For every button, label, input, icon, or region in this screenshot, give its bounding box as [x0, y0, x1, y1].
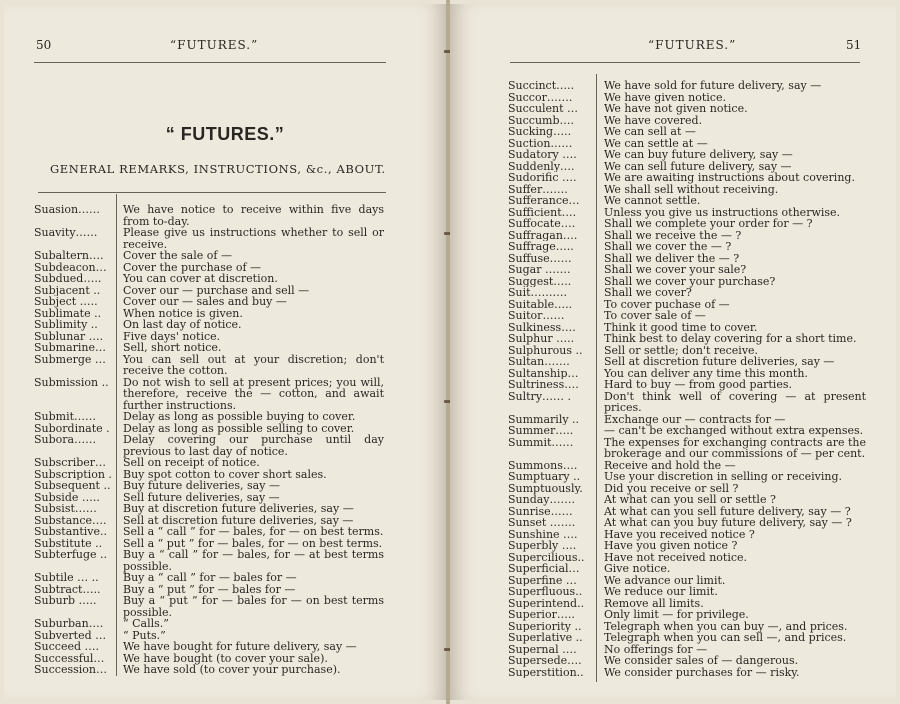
code-meaning: We cannot settle. [604, 194, 701, 207]
code-meaning: We consider sales of — dangerous. [604, 654, 799, 667]
code-meaning: Have not received notice. [604, 550, 748, 564]
code-word: Subverted … [34, 629, 107, 641]
code-word: Sucking….. [508, 126, 572, 138]
code-word: Suction…… [508, 137, 573, 149]
code-meaning: Shall we cover your sale? [604, 263, 747, 276]
code-word: Succeed …. [34, 641, 99, 653]
code-word: Suffocate…. [508, 218, 576, 230]
code-word: Sunday……. [508, 494, 576, 506]
code-word: Submit…… [34, 411, 97, 423]
page-title: “ FUTURES.” [165, 124, 285, 144]
code-word: Suggest….. [508, 275, 572, 287]
left-page [4, 4, 446, 700]
code-meaning: Buy a “ put ” for — bales for — on best terms possible. [123, 594, 384, 619]
code-entry [508, 149, 866, 161]
code-meaning: We reduce our limit. [604, 585, 718, 598]
code-meaning: Shall we cover your purchase? [604, 274, 776, 288]
code-word: Substance…. [34, 514, 107, 526]
code-entry [508, 379, 866, 391]
code-word: Subora…… [34, 434, 97, 446]
code-word: Subscription . [34, 468, 112, 480]
code-meaning: Buy spot cotton to cover short sales. [123, 467, 327, 481]
code-word: Supernal …. [508, 643, 577, 655]
code-entry [508, 310, 866, 322]
code-entry [34, 354, 384, 377]
code-word: Suffrage….. [508, 241, 574, 253]
code-meaning: Please give us instructions whether to sell or receive. [123, 226, 384, 251]
code-entry [508, 333, 866, 345]
code-word: Sumptuary .. [508, 471, 581, 483]
code-word: Subaltern…. [34, 250, 104, 262]
code-meaning: Buy future deliveries, say — [123, 479, 280, 492]
code-meaning: “ Calls.” [123, 617, 169, 630]
code-meaning: We shall sell without receiving. [604, 182, 779, 196]
code-meaning: Exchange our — contracts for — [604, 412, 786, 426]
code-word: Suddenly…. [508, 160, 575, 172]
code-entry [508, 241, 866, 253]
code-word: Suburb ….. [34, 595, 97, 607]
code-entry [34, 480, 384, 492]
code-word: Succumb…. [508, 114, 574, 126]
code-meaning: Did you receive or sell ? [604, 481, 739, 495]
code-meaning: Remove all limits. [604, 596, 704, 610]
code-meaning: Think it good time to cover. [604, 320, 758, 334]
code-meaning: Give notice. [604, 562, 671, 575]
code-meaning: Unless you give us instructions otherwise. [604, 205, 841, 219]
code-meaning: Five days' notice. [123, 329, 221, 343]
code-word: Subdued….. [34, 273, 102, 285]
code-entry [508, 103, 866, 115]
code-entry [508, 540, 866, 552]
code-word: Sugar ……. [508, 264, 571, 276]
code-word: Sunset ……. [508, 517, 576, 529]
code-entry [508, 586, 866, 598]
code-word: Suitor…… [508, 310, 565, 322]
code-word: Succulent … [508, 103, 579, 115]
code-meaning: Buy a “ call ” for — bales, for — at best terms possible. [123, 548, 384, 573]
code-meaning: We can settle at — [604, 136, 708, 150]
code-entry [34, 503, 384, 515]
code-meaning: We have sold (to cover your purchase). [123, 663, 341, 676]
code-word: Superfine … [508, 574, 577, 586]
code-word: Subside ….. [34, 491, 100, 503]
code-entry [508, 425, 866, 437]
code-word: Sublimate .. [34, 307, 102, 319]
code-meaning: At what can you sell or settle ? [604, 493, 776, 506]
code-word: Suburban…. [34, 618, 104, 630]
code-meaning: Sell at discretion future deliveries, say — [123, 513, 354, 527]
code-word: Superiority .. [508, 620, 582, 632]
code-meaning: Cover our — sales and buy — [123, 295, 287, 308]
code-entry [34, 618, 384, 630]
code-entry [508, 80, 866, 92]
code-meaning: We have bought for future delivery, say — [123, 640, 357, 653]
code-word: Suffuse…… [508, 252, 572, 264]
code-entry [508, 632, 866, 644]
code-meaning: We have given notice. [604, 90, 726, 104]
running-head-left: “FUTURES.” [170, 38, 259, 52]
code-entry [34, 457, 384, 469]
code-word: Sultanship… [508, 367, 579, 379]
code-meaning: Sell, short notice. [123, 341, 222, 354]
code-entry [508, 218, 866, 230]
code-meaning: Telegraph when you can buy —, and prices. [604, 619, 848, 633]
code-word: Succinct….. [508, 80, 575, 92]
code-entry [508, 655, 866, 667]
code-word: Submission .. [34, 376, 109, 389]
code-word: Suavity…… [34, 227, 98, 239]
code-word: Sudorific …. [508, 172, 577, 184]
code-word: Superintend.. [508, 597, 585, 609]
code-meaning: Sell or settle; don't receive. [604, 343, 759, 357]
code-meaning: At what can you sell future delivery, say — ? [604, 504, 851, 518]
code-meaning: Have you received notice ? [604, 527, 755, 541]
code-meaning: — can't be exchanged without extra expenses. [604, 424, 864, 437]
code-entry [508, 195, 866, 207]
code-word: Subsequent .. [34, 480, 111, 492]
code-meaning: Sell on receipt of notice. [123, 456, 260, 469]
code-word: Superstition.. [508, 666, 584, 678]
code-meaning: Only limit — for privilege. [604, 608, 749, 621]
code-word: Sunrise…… [508, 505, 573, 517]
code-meaning: Cover the purchase of — [123, 260, 262, 274]
code-word: Sublunar …. [34, 330, 104, 342]
code-word: Sublimity .. [34, 319, 98, 331]
code-word: Subject ….. [34, 296, 98, 308]
code-meaning: We can sell at — [604, 125, 696, 138]
code-word: Supersede…. [508, 655, 582, 667]
code-entry [508, 471, 866, 483]
code-entry [508, 264, 866, 276]
code-meaning: Shall we deliver the — ? [604, 251, 740, 265]
code-entry [34, 664, 384, 676]
code-word: Sudatory …. [508, 149, 577, 161]
code-meaning: Receive and hold the — [604, 458, 736, 472]
code-meaning: Delay as long as possible selling to cover. [123, 421, 355, 435]
code-meaning: Sell a “ call ” for — bales, for — on best terms. [123, 525, 384, 538]
page-number-right: 51 [846, 38, 862, 52]
code-meaning: “ Puts.” [123, 628, 166, 642]
code-meaning: We have notice to receive within five days from to-day. [123, 203, 384, 228]
code-entry [34, 204, 384, 227]
code-word: Sulphur ….. [508, 333, 575, 345]
right-page [450, 4, 896, 700]
code-meaning: Hard to buy — from good parties. [604, 378, 792, 391]
code-word: Subordinate . [34, 422, 110, 434]
code-meaning: Don't think well of covering — at present prices. [604, 389, 866, 414]
code-word: Submerge … [34, 353, 106, 366]
code-word: Subsist…… [34, 503, 97, 515]
code-meaning: Use your discretion in selling or receiving. [604, 470, 842, 483]
code-word: Submarine… [34, 342, 107, 354]
code-entry [34, 377, 384, 412]
code-entry [34, 411, 384, 423]
code-word: Suffer……. [508, 183, 568, 195]
code-meaning: Sell at discretion future deliveries, say — [604, 355, 835, 368]
code-word: Subtile … .. [34, 572, 99, 584]
code-meaning: Cover our — purchase and sell — [123, 283, 310, 297]
code-word: Suffragan…. [508, 229, 578, 241]
code-word: Subdeacon… [34, 261, 107, 273]
code-meaning: To cover puchase of — [604, 297, 730, 311]
code-meaning: We can sell future delivery, say — [604, 159, 792, 173]
code-word: Subterfuge .. [34, 549, 108, 561]
code-entry [508, 437, 866, 460]
code-word: Succor……. [508, 91, 573, 103]
code-word: Summer….. [508, 425, 574, 437]
code-entry [508, 172, 866, 184]
code-entry [34, 250, 384, 262]
code-word: Sulkiness…. [508, 321, 576, 333]
code-meaning: Sell future deliveries, say — [123, 490, 280, 504]
code-word: Suasion…… [34, 204, 101, 216]
code-word: Suit………. [508, 287, 568, 299]
code-meaning: We have sold for future delivery, say — [604, 79, 822, 92]
code-entry [508, 126, 866, 138]
code-meaning: Delay as long as possible buying to cover. [123, 410, 356, 423]
code-entry [508, 552, 866, 564]
code-word: Sufferance… [508, 195, 580, 207]
code-meaning: No offerings for — [604, 642, 708, 656]
code-word: Superficial… [508, 563, 580, 575]
code-word: Summons…. [508, 459, 578, 471]
page-number-left: 50 [36, 38, 52, 52]
code-meaning: At what can you buy future delivery, say — ? [604, 516, 852, 529]
code-word: Substitute .. [34, 537, 103, 549]
code-entry [508, 563, 866, 575]
code-word: Successful… [34, 652, 105, 664]
code-entry [34, 342, 384, 354]
code-word: Supercilious.. [508, 551, 585, 563]
code-meaning: Think best to delay covering for a short time. [604, 332, 857, 345]
head-rule-left [34, 62, 386, 63]
code-list-right [508, 80, 866, 678]
code-meaning: To cover sale of — [604, 309, 706, 322]
code-entry [34, 572, 384, 584]
code-word: Sultry…… . [508, 390, 572, 403]
code-entry [34, 227, 384, 250]
code-entry [34, 595, 384, 618]
code-meaning: Shall we receive the — ? [604, 228, 742, 242]
code-meaning: You can deliver any time this month. [604, 366, 808, 380]
code-entry [34, 526, 384, 538]
code-meaning: Do not wish to sell at present prices; you will, therefore, receive the — cotton, and await further instructions. [123, 375, 384, 412]
code-meaning: We have bought (to cover your sale). [123, 651, 328, 665]
code-word: Summarily .. [508, 413, 580, 425]
code-word: Superior….. [508, 609, 575, 621]
code-meaning: When notice is given. [123, 306, 243, 320]
code-word: Sulphurous .. [508, 344, 583, 356]
code-word: Succession… [34, 664, 107, 676]
code-entry [34, 549, 384, 572]
code-word: Subscriber… [34, 457, 107, 469]
code-word: Summit…… [508, 436, 574, 449]
code-meaning: We have covered. [604, 113, 703, 127]
code-meaning: We have not given notice. [604, 102, 748, 115]
code-entry [34, 296, 384, 308]
code-entry [34, 273, 384, 285]
code-word: Subtract….. [34, 583, 101, 595]
code-meaning: Buy a “ call ” for — bales for — [123, 571, 297, 584]
code-list-left [34, 204, 384, 676]
code-meaning: Shall we cover? [604, 286, 692, 299]
code-word: Sufficient…. [508, 206, 577, 218]
code-word: Sultan……. [508, 356, 570, 368]
code-entry [34, 434, 384, 457]
code-entry [508, 517, 866, 529]
code-meaning: We consider purchases for — risky. [604, 665, 800, 679]
code-meaning: Telegraph when you can sell —, and prices. [604, 631, 847, 644]
code-entry [508, 609, 866, 621]
code-word: Superfluous.. [508, 586, 583, 598]
code-meaning: The expenses for exchanging contracts are the brokerage and our commissions of — per cent. [604, 435, 866, 460]
code-word: Subjacent .. [34, 284, 101, 296]
code-meaning: You can sell out at your discretion; don't receive the cotton. [123, 352, 384, 377]
code-meaning: Buy a “ put ” for — bales for — [123, 582, 296, 596]
code-word: Sultriness…. [508, 379, 579, 391]
code-meaning: Buy at discretion future deliveries, say — [123, 502, 354, 515]
code-word: Sumptuously. [508, 482, 583, 494]
code-entry [508, 287, 866, 299]
code-meaning: Have you given notice ? [604, 539, 738, 552]
code-entry [508, 391, 866, 414]
code-word: Superbly …. [508, 540, 577, 552]
code-entry [508, 356, 866, 368]
code-meaning: We can buy future delivery, say — [604, 148, 793, 161]
code-word: Suitable….. [508, 298, 573, 310]
code-meaning: Sell a “ put ” for — bales, for — on best terms. [123, 536, 383, 550]
code-word: Superlative .. [508, 632, 583, 644]
code-meaning: Shall we cover the — ? [604, 240, 732, 253]
code-meaning: You can cover at discretion. [123, 272, 278, 285]
code-meaning: On last day of notice. [123, 318, 242, 331]
code-entry [34, 319, 384, 331]
code-entry [34, 641, 384, 653]
code-word: Substantive.. [34, 526, 108, 538]
head-rule-right [510, 62, 860, 63]
code-meaning: We advance our limit. [604, 573, 726, 587]
code-meaning: Cover the sale of — [123, 249, 232, 262]
code-meaning: We are awaiting instructions about covering. [604, 171, 855, 184]
code-word: Sunshine …. [508, 528, 578, 540]
subtitle-rule [38, 192, 386, 193]
page-subtitle: GENERAL REMARKS, INSTRUCTIONS, &c., ABOUT. [50, 162, 386, 176]
code-entry [508, 494, 866, 506]
code-meaning: Delay covering our purchase until day previous to last day of notice. [123, 433, 384, 458]
code-meaning: Shall we complete your order for — ? [604, 217, 813, 230]
code-entry [508, 667, 866, 679]
running-head-right: “FUTURES.” [648, 38, 737, 52]
